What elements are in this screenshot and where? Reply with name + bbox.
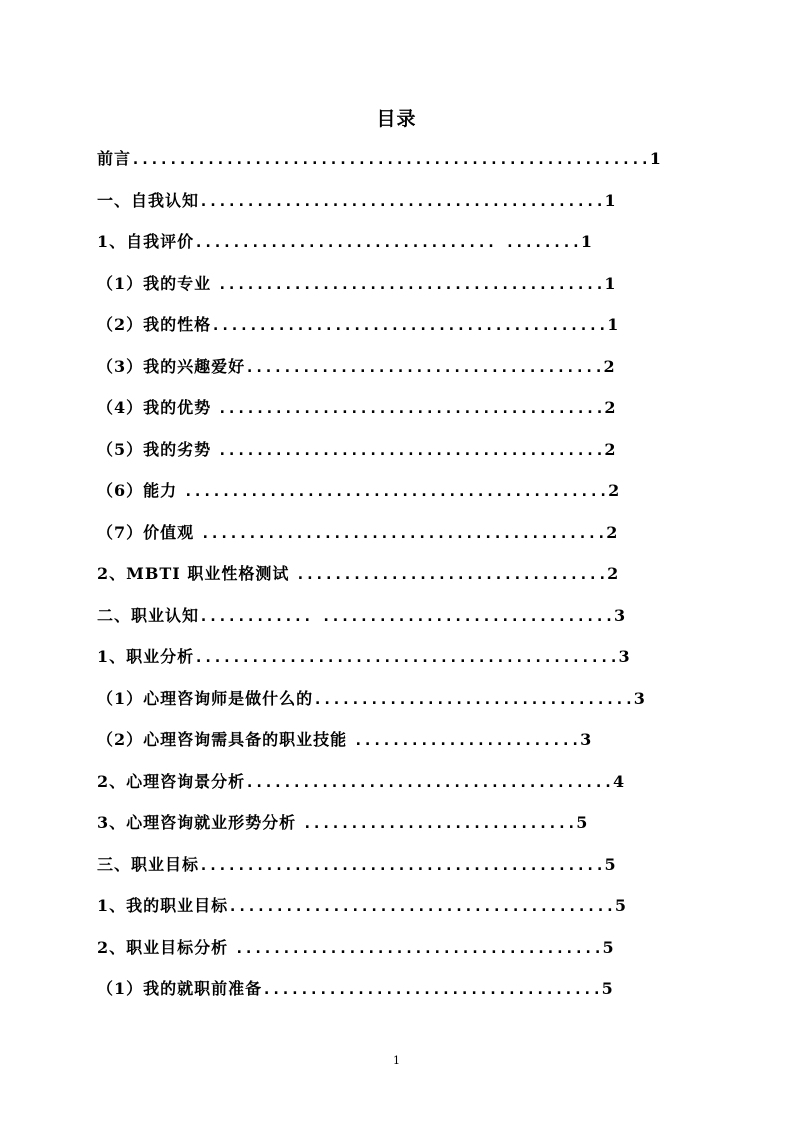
toc-entry-text: 三、职业目标 [97, 854, 200, 874]
toc-leader-dots: ....................................................... [131, 150, 650, 168]
toc-page-number: 1 [649, 149, 661, 168]
toc-leader-dots: ............ ............................... [199, 606, 614, 625]
toc-entry-text: （6）能力 [97, 481, 184, 500]
toc-leader-dots: .................................... [262, 980, 602, 998]
toc-page-number: 1 [604, 273, 616, 293]
toc-entry-text: 前言 [97, 149, 132, 168]
toc-page-number: 1 [604, 190, 616, 210]
toc-leader-dots: ............................. [302, 814, 577, 832]
toc-entry-text: 3、心理咨询就业形势分析 [97, 813, 303, 832]
toc-page-number: 2 [607, 564, 619, 583]
page-title: 目录 [376, 108, 417, 130]
toc-entry[interactable] [97, 852, 616, 878]
toc-entry[interactable] [97, 354, 615, 380]
toc-entry[interactable] [97, 686, 645, 712]
toc-entry[interactable] [97, 561, 618, 587]
toc-page-number: 5 [576, 813, 588, 832]
toc-entry-text: （2）我的性格 [97, 315, 212, 334]
toc-page-number: 3 [618, 647, 630, 666]
toc-entry[interactable] [97, 603, 625, 629]
toc-entry[interactable] [97, 271, 616, 297]
toc-entry-text: （1）心理咨询师是做什么的 [97, 688, 314, 708]
toc-page-number: 2 [606, 522, 618, 542]
toc-leader-dots: ......................................... [217, 274, 605, 293]
toc-page-number: 1 [580, 232, 592, 251]
toc-page-number: 2 [604, 439, 616, 459]
toc-entry[interactable] [97, 437, 616, 463]
toc-entry-text: 二、职业认知 [97, 605, 200, 625]
toc-entry[interactable] [97, 893, 626, 919]
toc-leader-dots: ................................ ........ [194, 233, 581, 251]
toc-page-number: 2 [604, 398, 616, 417]
toc-entry-text: 2、职业目标分析 [97, 937, 235, 957]
toc-leader-dots: ....................................... [245, 772, 613, 791]
toc-leader-dots: ............................................. [194, 648, 619, 666]
toc-page-number: 3 [580, 730, 592, 749]
toc-leader-dots: .......................................... [211, 316, 608, 334]
toc-entry-text: 1、我的职业目标 [97, 896, 229, 915]
toc-page-number: 3 [613, 605, 626, 625]
toc-page-number: 2 [608, 481, 620, 500]
toc-entry[interactable] [97, 478, 619, 504]
toc-page-number: 3 [633, 688, 645, 708]
toc-page-number: 1 [607, 315, 619, 334]
toc-leader-dots: ............................................. [183, 482, 609, 500]
toc-entry[interactable] [97, 727, 591, 753]
toc-leader-dots: ................................. [295, 565, 608, 583]
toc-entry[interactable] [97, 769, 624, 795]
toc-entry[interactable] [97, 312, 618, 338]
toc-entry[interactable] [97, 976, 613, 1002]
toc-leader-dots: ........................ [353, 731, 581, 749]
toc-entry[interactable] [97, 229, 592, 255]
toc-entry-text: 1、自我评价 [97, 232, 195, 251]
toc-entry-text: （7）价值观 [97, 522, 201, 542]
toc-entry-text: （1）我的专业 [97, 273, 218, 293]
toc-page-number: 5 [604, 854, 616, 874]
toc-leader-dots: .................................. [313, 689, 634, 708]
toc-entry[interactable] [97, 146, 661, 172]
toc-leader-dots: ......................................... [217, 440, 605, 459]
toc-leader-dots: ........................................... [200, 523, 607, 542]
toc-page-number: 5 [614, 896, 626, 915]
toc-entry[interactable] [97, 935, 614, 961]
toc-entry[interactable] [97, 395, 616, 421]
toc-entry-text: 2、心理咨询景分析 [97, 771, 246, 791]
toc-entry-text: 1、职业分析 [97, 647, 195, 666]
toc-entry-text: （1）我的就职前准备 [97, 979, 263, 998]
toc-leader-dots: ....................................... [234, 938, 603, 957]
toc-entry-text: （5）我的劣势 [97, 439, 218, 459]
toc-entry-text: （3）我的兴趣爱好 [97, 356, 246, 376]
toc-entry-text: （2）心理咨询需具备的职业技能 [97, 730, 354, 749]
toc-entry[interactable] [97, 644, 630, 670]
page-number-footer: 1 [393, 1054, 400, 1067]
toc-entry[interactable] [97, 520, 617, 546]
toc-entry-text: 2、MBTI 职业性格测试 [97, 564, 296, 583]
toc-leader-dots: ......................................... [228, 897, 615, 915]
toc-entry[interactable] [97, 188, 616, 214]
toc-entry[interactable] [97, 810, 587, 836]
toc-page-number: 5 [602, 937, 614, 957]
toc-leader-dots: ........................................... [199, 191, 605, 210]
toc-leader-dots: ........................................... [199, 855, 605, 874]
toc-page-number: 5 [601, 979, 613, 998]
toc-leader-dots: ...................................... [245, 357, 604, 376]
toc-page-number: 2 [603, 356, 615, 376]
toc-page-number: 4 [612, 771, 625, 791]
toc-entry-text: （4）我的优势 [97, 398, 218, 417]
toc-leader-dots: ......................................... [217, 399, 605, 417]
toc-entry-text: 一、自我认知 [97, 190, 200, 210]
